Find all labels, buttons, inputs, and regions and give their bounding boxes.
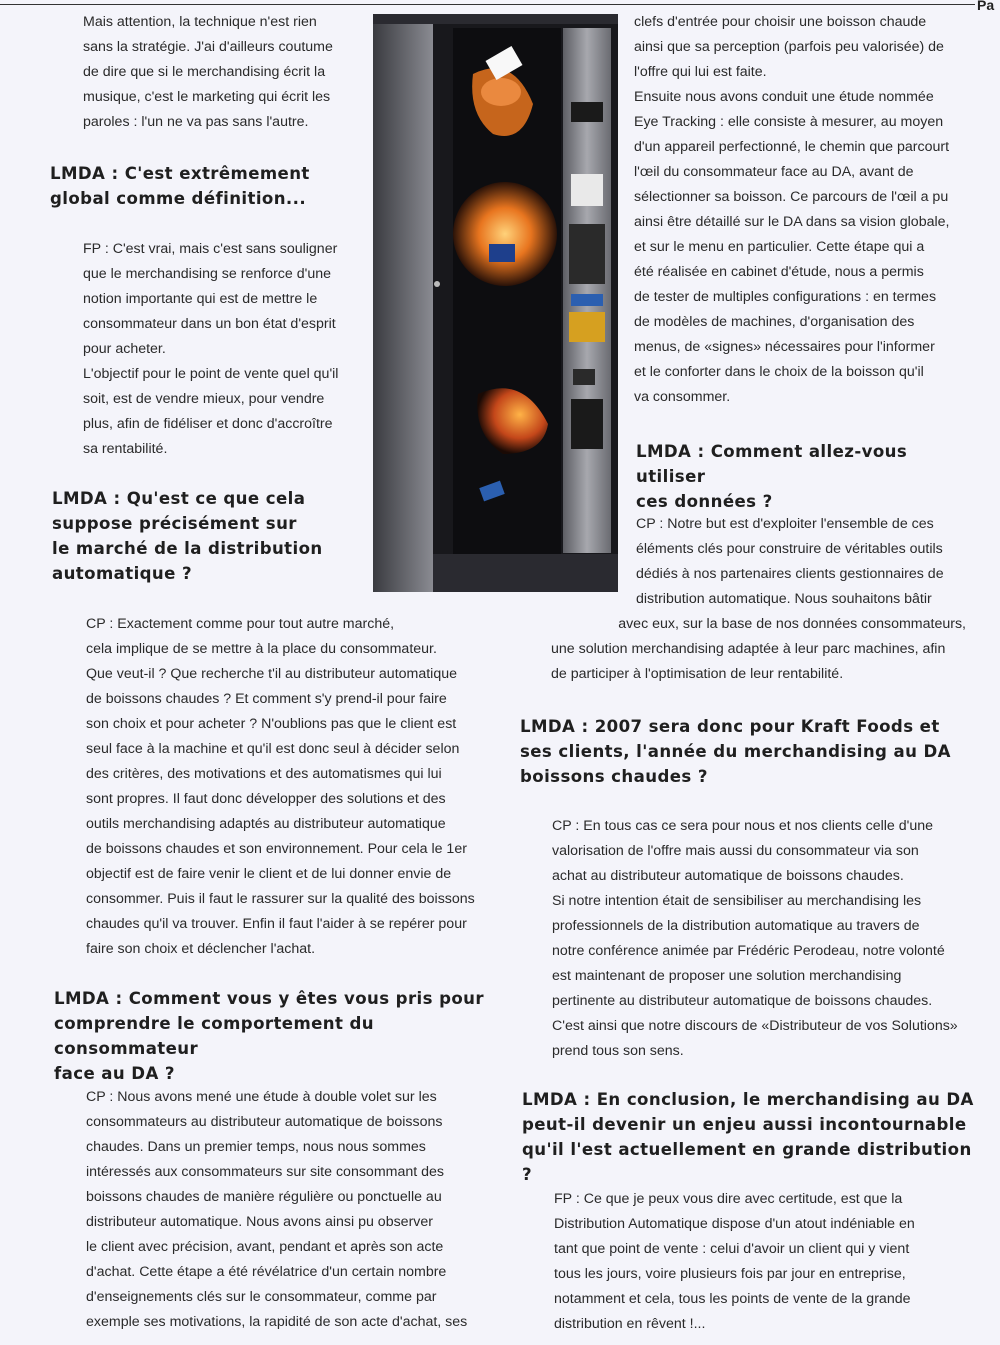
text-line: pour acheter.: [83, 341, 166, 357]
text-line: plus, afin de fidéliser et donc d'accroître: [83, 416, 333, 432]
text-line: de boissons chaudes ? Et comment s'y prend-il pour faire: [86, 691, 447, 707]
text-line: outils merchandising adaptés au distributeur automatique: [86, 816, 446, 832]
text-line: son choix et pour acheter ? N'oublions pas que le client est: [86, 716, 457, 732]
text-line: Eye Tracking : elle consiste à mesurer, au moyen: [634, 114, 944, 130]
text-line: ainsi que sa perception (parfois peu valorisée) de: [634, 39, 944, 55]
text-line: boissons chaudes de manière régulière ou ponctuelle au: [86, 1189, 442, 1205]
answer-paragraph: [86, 1085, 498, 1335]
text-line: paroles : l'un ne va pas sans l'autre.: [83, 114, 309, 130]
text-line: d'achat. Cette étape a été révélatrice d'un certain nombre: [86, 1264, 447, 1280]
machine-base: [433, 554, 618, 592]
question-heading: [50, 161, 360, 211]
text-line: notion importante qui est de mettre le: [83, 291, 318, 307]
text-line: est maintenant de proposer une solution merchandising: [552, 968, 902, 984]
text-line: des critères, des motivations et des automatismes qui lui: [86, 766, 442, 782]
text-line: sans la stratégie. J'ai d'ailleurs coutume: [83, 39, 333, 55]
answer-paragraph: [551, 637, 966, 687]
text-line: une solution merchandising adaptée à leur parc machines, afin: [551, 641, 946, 657]
text-line: ainsi être détaillé sur le DA dans sa vision globale,: [634, 214, 950, 230]
text-line: chaudes qu'il va trouver. Enfin il faut l'aider à se repérer pour: [86, 916, 467, 932]
text-line: éléments clés pour construire de véritables outils: [636, 541, 943, 557]
answer-paragraph: [634, 10, 964, 410]
lock-dot: [434, 281, 440, 287]
text-line: été réalisée en cabinet d'étude, nous a permis: [634, 264, 924, 280]
heading-line: face au DA ?: [54, 1064, 175, 1083]
text-line: Ensuite nous avons conduit une étude nommée: [634, 89, 934, 105]
question-heading: [636, 439, 976, 514]
text-line: sont propres. Il faut donc développer des solutions et des: [86, 791, 446, 807]
text-line: prend tous son sens.: [552, 1043, 684, 1059]
text-line: tant que point de vente : celui d'avoir un client qui y vient: [554, 1241, 910, 1257]
answer-paragraph: [86, 612, 498, 962]
question-heading: [522, 1087, 982, 1187]
answer-paragraph: [636, 512, 966, 612]
text-line: de boissons chaudes et son environnement. Pour cela le 1er: [86, 841, 467, 857]
text-line: d'enseignements clés sur le consommateur, comme par: [86, 1289, 437, 1305]
text-line: FP : C'est vrai, mais c'est sans souligner: [83, 241, 338, 257]
text-line: notre conférence animée par Frédéric Perodeau, notre volonté: [552, 943, 945, 959]
text-line: sa rentabilité.: [83, 441, 168, 457]
vending-machine-photo: [373, 14, 618, 592]
text-line: et le conforter dans le choix de la boisson qu'il: [634, 364, 924, 380]
machine-top-edge: [373, 14, 618, 24]
text-line: valorisation de l'offre mais aussi du consommateur via son: [552, 843, 919, 859]
text-line: que le merchandising se renforce d'une: [83, 266, 331, 282]
answer-paragraph: [83, 237, 358, 462]
button-row-blue: [571, 294, 603, 306]
text-line: Distribution Automatique dispose d'un atout indéniable en: [554, 1216, 915, 1232]
text-line: pertinente au distributeur automatique de boissons chaudes.: [552, 993, 933, 1009]
text-line: C'est ainsi que notre discours de «Distributeur de vos Solutions»: [552, 1018, 958, 1034]
text-line: de participer à l'optimisation de leur rentabilité.: [551, 666, 844, 682]
answer-paragraph: [552, 814, 968, 1064]
machine-side-panel: [373, 14, 433, 592]
heading-line: LMDA : 2007 sera donc pour Kraft Foods et: [520, 717, 940, 736]
heading-line: global comme définition...: [50, 189, 307, 208]
text-line: Si notre intention était de sensibiliser au merchandising les: [552, 893, 922, 909]
page-label: Pa: [977, 0, 995, 13]
heading-line: qu'il l'est actuellement en grande distribution ?: [522, 1140, 972, 1184]
text-line: musique, c'est le marketing qui écrit les: [83, 89, 331, 105]
text-line: consommer. Puis il faut le rassurer sur la qualité des boissons: [86, 891, 475, 907]
heading-line: LMDA : C'est extrêmement: [50, 164, 310, 183]
text-line: L'objectif pour le point de vente quel qu'il: [83, 366, 339, 382]
text-line: va consommer.: [634, 389, 731, 405]
cup-dispenser: [571, 399, 603, 449]
text-line: exemple ses motivations, la rapidité de son acte d'achat, ses: [86, 1314, 468, 1330]
heading-line: ses clients, l'année du merchandising au DA: [520, 742, 951, 761]
text-line: cela implique de se mettre à la place du consommateur.: [86, 641, 437, 657]
display-slot: [571, 102, 603, 122]
heading-line: peut-il devenir un enjeu aussi incontournable: [522, 1115, 967, 1134]
text-line: dédiés à nos partenaires clients gestionnaires de: [636, 566, 944, 582]
heading-line: LMDA : Qu'est ce que cela: [52, 489, 306, 508]
text-line: et sur le menu en particulier. Cette étape qui a: [634, 239, 925, 255]
text-line: d'un appareil perfectionné, le chemin que parcourt: [634, 139, 950, 155]
text-line: chaudes. Dans un premier temps, nous nous sommes: [86, 1139, 426, 1155]
text-line: le client avec précision, avant, pendant et après son acte: [86, 1239, 444, 1255]
heading-line: le marché de la distribution: [52, 539, 323, 558]
text-line: de tester de multiples configurations : en termes: [634, 289, 937, 305]
text-line: professionnels de la distribution automatique au travers de: [552, 918, 920, 934]
coin-slot-panel: [571, 174, 603, 206]
question-heading: [52, 486, 362, 586]
heading-line: LMDA : Comment vous y êtes vous pris pour: [54, 989, 484, 1008]
text-line: achat au distributeur automatique de boissons chaudes.: [552, 868, 904, 884]
text-line: l'offre qui lui est faite.: [634, 64, 767, 80]
text-line: de dire que si le merchandising écrit la: [83, 64, 326, 80]
text-line: CP : Exactement comme pour tout autre marché,: [86, 616, 395, 632]
answer-paragraph: [554, 1187, 968, 1337]
text-line: l'œil du consommateur face au DA, avant de: [634, 164, 914, 180]
question-heading: [54, 986, 504, 1086]
button-row-orange: [569, 312, 605, 342]
text-line: de modèles de machines, d'organisation des: [634, 314, 915, 330]
brand-tag-middle: [489, 244, 515, 262]
heading-line: suppose précisément sur: [52, 514, 297, 533]
text-line: intéressés aux consommateurs sur site consommant des: [86, 1164, 444, 1180]
coin-return: [573, 369, 595, 385]
text-line: consommateurs au distributeur automatique de boissons: [86, 1114, 443, 1130]
heading-line: boissons chaudes ?: [520, 767, 708, 786]
text-line: distributeur automatique. Nous avons ainsi pu observer: [86, 1214, 433, 1230]
question-heading: [520, 714, 980, 789]
top-rule: [0, 4, 975, 5]
heading-line: automatique ?: [52, 564, 192, 583]
text-line: notamment et cela, tous les points de vente de la grande: [554, 1291, 911, 1307]
heading-line: comprendre le comportement du consommateur: [54, 1014, 375, 1058]
text-line: soit, est de vendre mieux, pour vendre: [83, 391, 325, 407]
text-line: sélectionner sa boisson. Ce parcours de l'œil a pu: [634, 189, 949, 205]
intro-paragraph: [83, 10, 358, 135]
text-line: objectif est de faire venir le client et de lui donner envie de: [86, 866, 452, 882]
text-line: CP : En tous cas ce sera pour nous et nos clients celle d'une: [552, 818, 933, 834]
text-line: Mais attention, la technique n'est rien: [83, 14, 317, 30]
text-line: CP : Nous avons mené une étude à double volet sur les: [86, 1089, 437, 1105]
text-line: CP : Notre but est d'exploiter l'ensemble de ces: [636, 516, 934, 532]
heading-line: ces données ?: [636, 492, 773, 511]
answer-paragraph: [552, 612, 966, 637]
text-line: distribution en rêvent !...: [554, 1316, 706, 1332]
text-line: FP : Ce que je peux vous dire avec certitude, est que la: [554, 1191, 903, 1207]
text-line: distribution automatique. Nous souhaitons bâtir: [636, 591, 932, 607]
selection-buttons: [569, 224, 605, 284]
text-line: tous les jours, voire plusieurs fois par jour en entreprise,: [554, 1266, 906, 1282]
heading-line: LMDA : Comment allez-vous utiliser: [636, 442, 908, 486]
text-line: Que veut-il ? Que recherche t'il au distributeur automatique: [86, 666, 457, 682]
text-line: consommateur dans un bon état d'esprit: [83, 316, 336, 332]
coffee-glow-middle: [453, 182, 557, 286]
text-line: seul face à la machine et qu'il est donc seul à décider selon: [86, 741, 460, 757]
text-line: menus, de «signes» nécessaires pour l'informer: [634, 339, 935, 355]
text-line: faire son choix et déclencher l'achat.: [86, 941, 316, 957]
heading-line: LMDA : En conclusion, le merchandising au DA: [522, 1090, 974, 1109]
text-line: avec eux, sur la base de nos données consommateurs,: [618, 616, 966, 632]
text-line: clefs d'entrée pour choisir une boisson chaude: [634, 14, 927, 30]
